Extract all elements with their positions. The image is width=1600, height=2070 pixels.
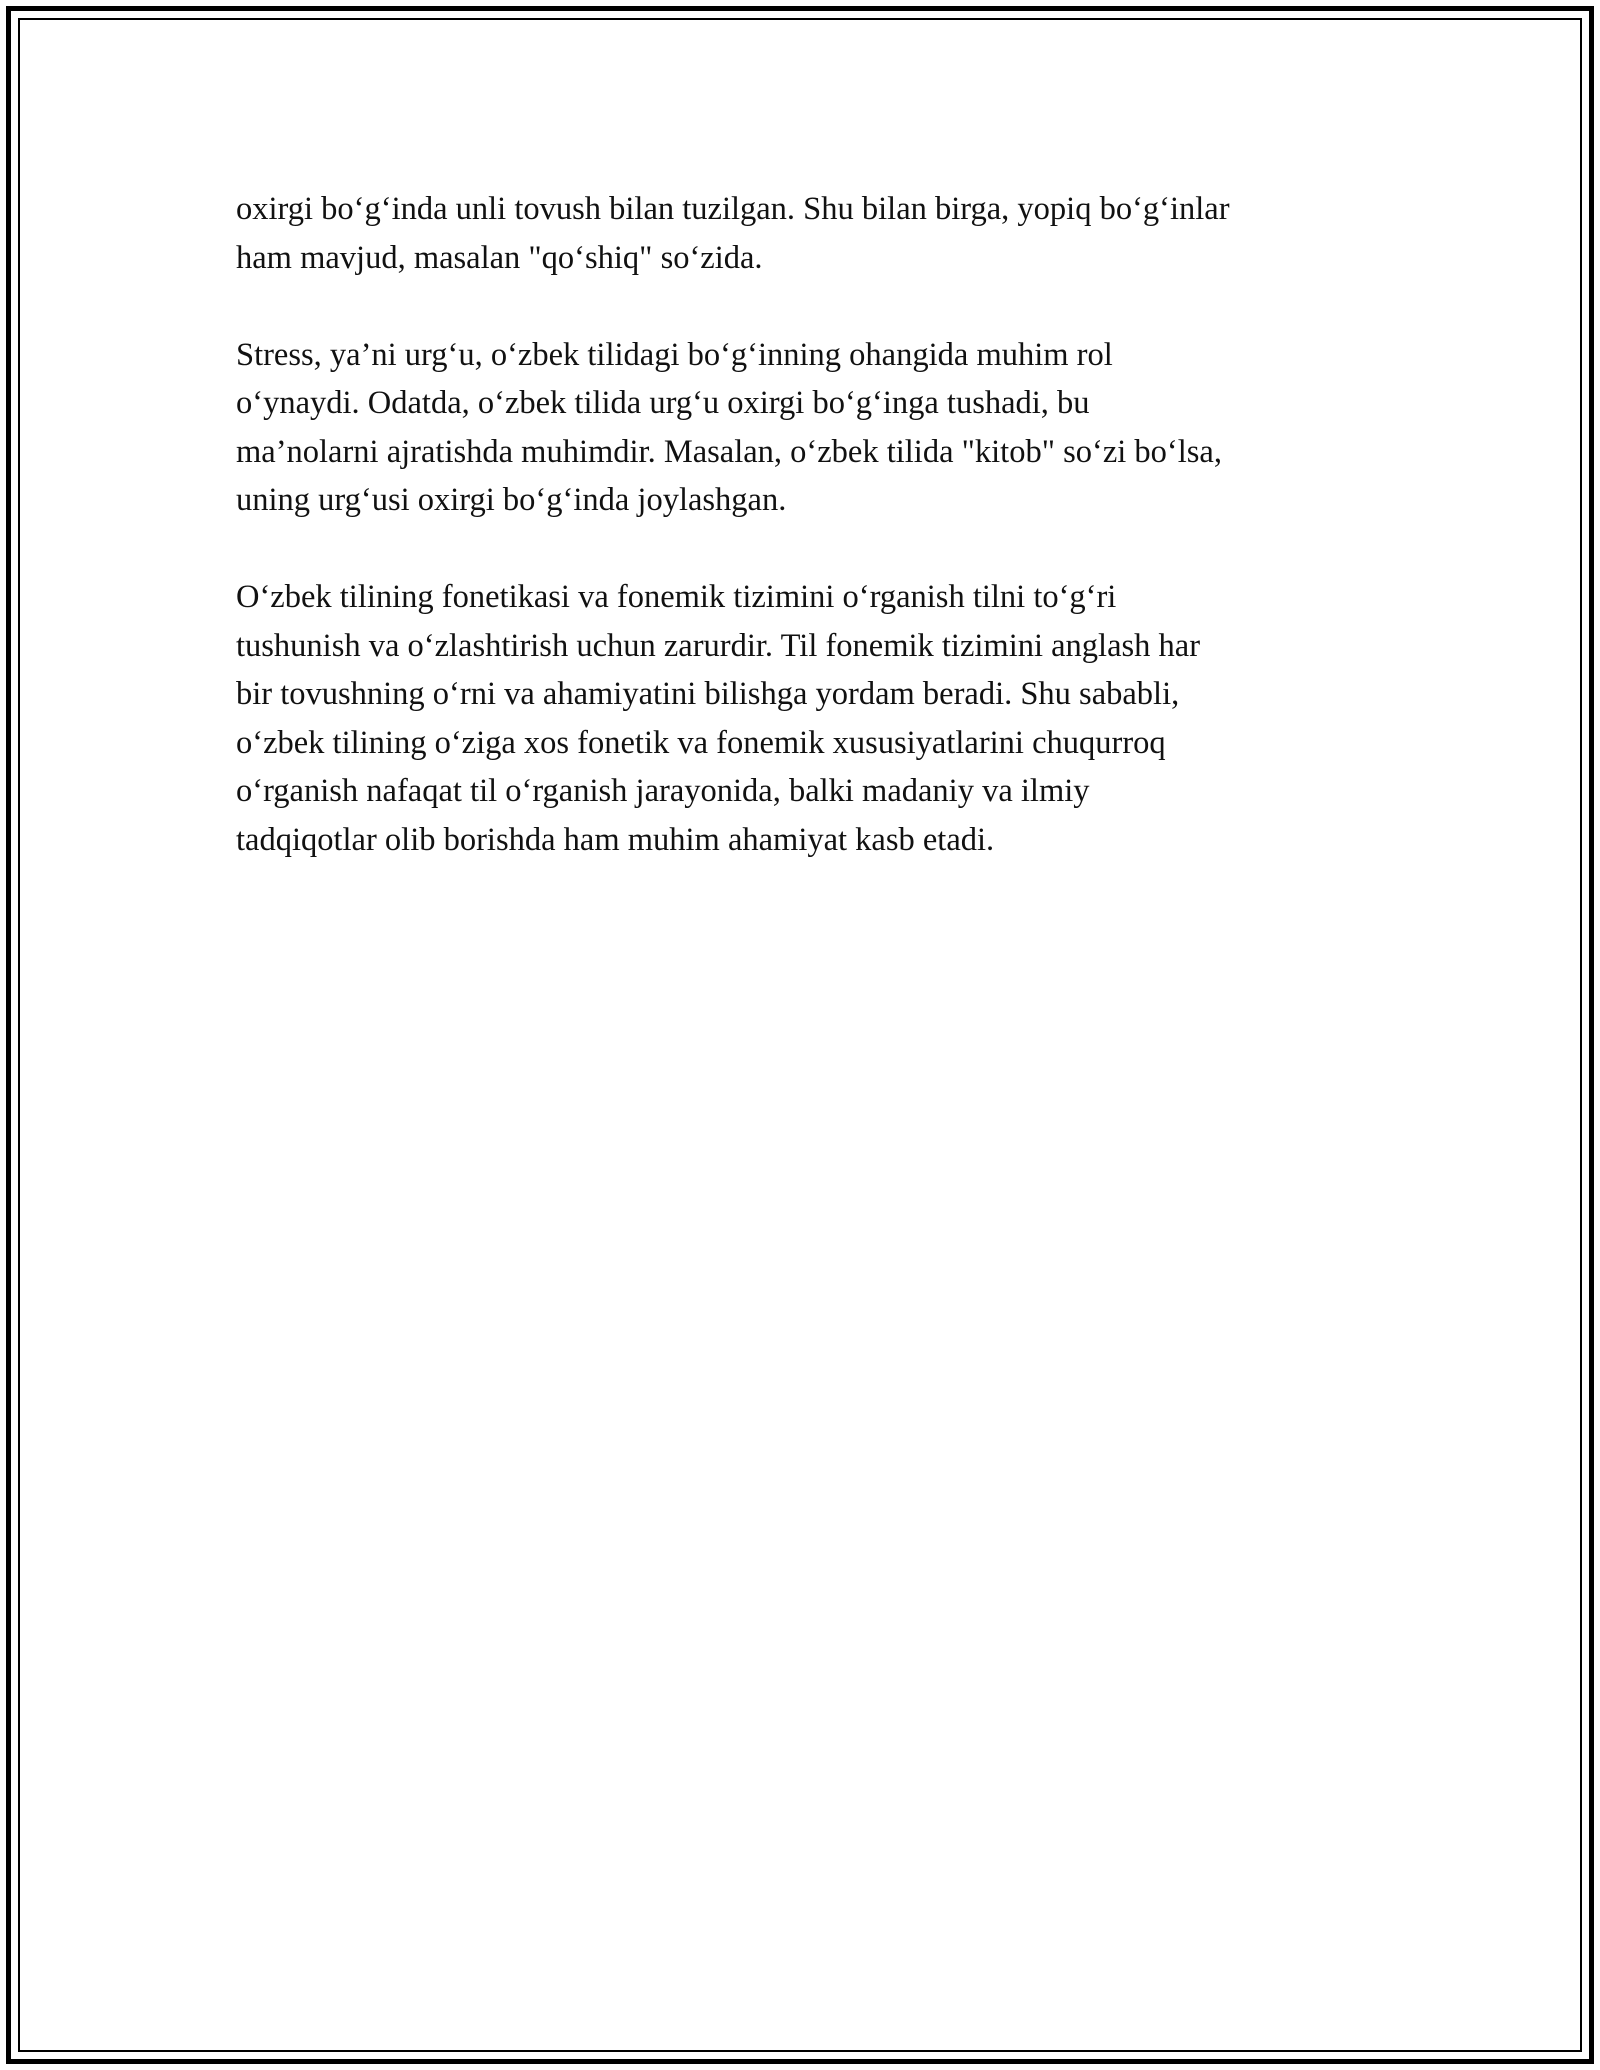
text-line: tushunish va o‘zlashtirish uchun zarurdir. Til fonemik tizimini anglash har (236, 627, 1201, 664)
text-line: o‘rganish nafaqat til o‘rganish jarayonida, balki madaniy va ilmiy (236, 773, 1090, 809)
text-line: ham mavjud, masalan "qo‘shiq" so‘zida. (236, 239, 763, 276)
paragraph-stress (236, 331, 1366, 525)
paragraph-syllables (236, 185, 1366, 282)
text-line: bir tovushning o‘rni va ahamiyatini bilishga yordam beradi. Shu sababli, (236, 676, 1180, 712)
text-line: uning urg‘usi oxirgi bo‘g‘inda joylashgan. (236, 482, 787, 518)
paragraph-conclusion (236, 573, 1366, 864)
document-body (236, 185, 1366, 913)
text-line: oxirgi bo‘g‘inda unli tovush bilan tuzilgan. Shu bilan birga, yopiq bo‘g‘inlar (236, 191, 1230, 227)
text-line: ma’nolarni ajratishda muhimdir. Masalan, o‘zbek tilida "kitob" so‘zi bo‘lsa, (236, 433, 1222, 470)
text-line: o‘ynaydi. Odatda, o‘zbek tilida urg‘u oxirgi bo‘g‘inga tushadi, bu (236, 385, 1090, 421)
text-line: O‘zbek tilining fonetikasi va fonemik tizimini o‘rganish tilni to‘g‘ri (236, 579, 1117, 615)
text-line: o‘zbek tilining o‘ziga xos fonetik va fonemik xususiyatlarini chuqurroq (236, 724, 1166, 761)
text-line: Stress, ya’ni urg‘u, o‘zbek tilidagi bo‘g‘inning ohangida muhim rol (236, 336, 1113, 373)
text-line: tadqiqotlar olib borishda ham muhim ahamiyat kasb etadi. (236, 821, 995, 858)
